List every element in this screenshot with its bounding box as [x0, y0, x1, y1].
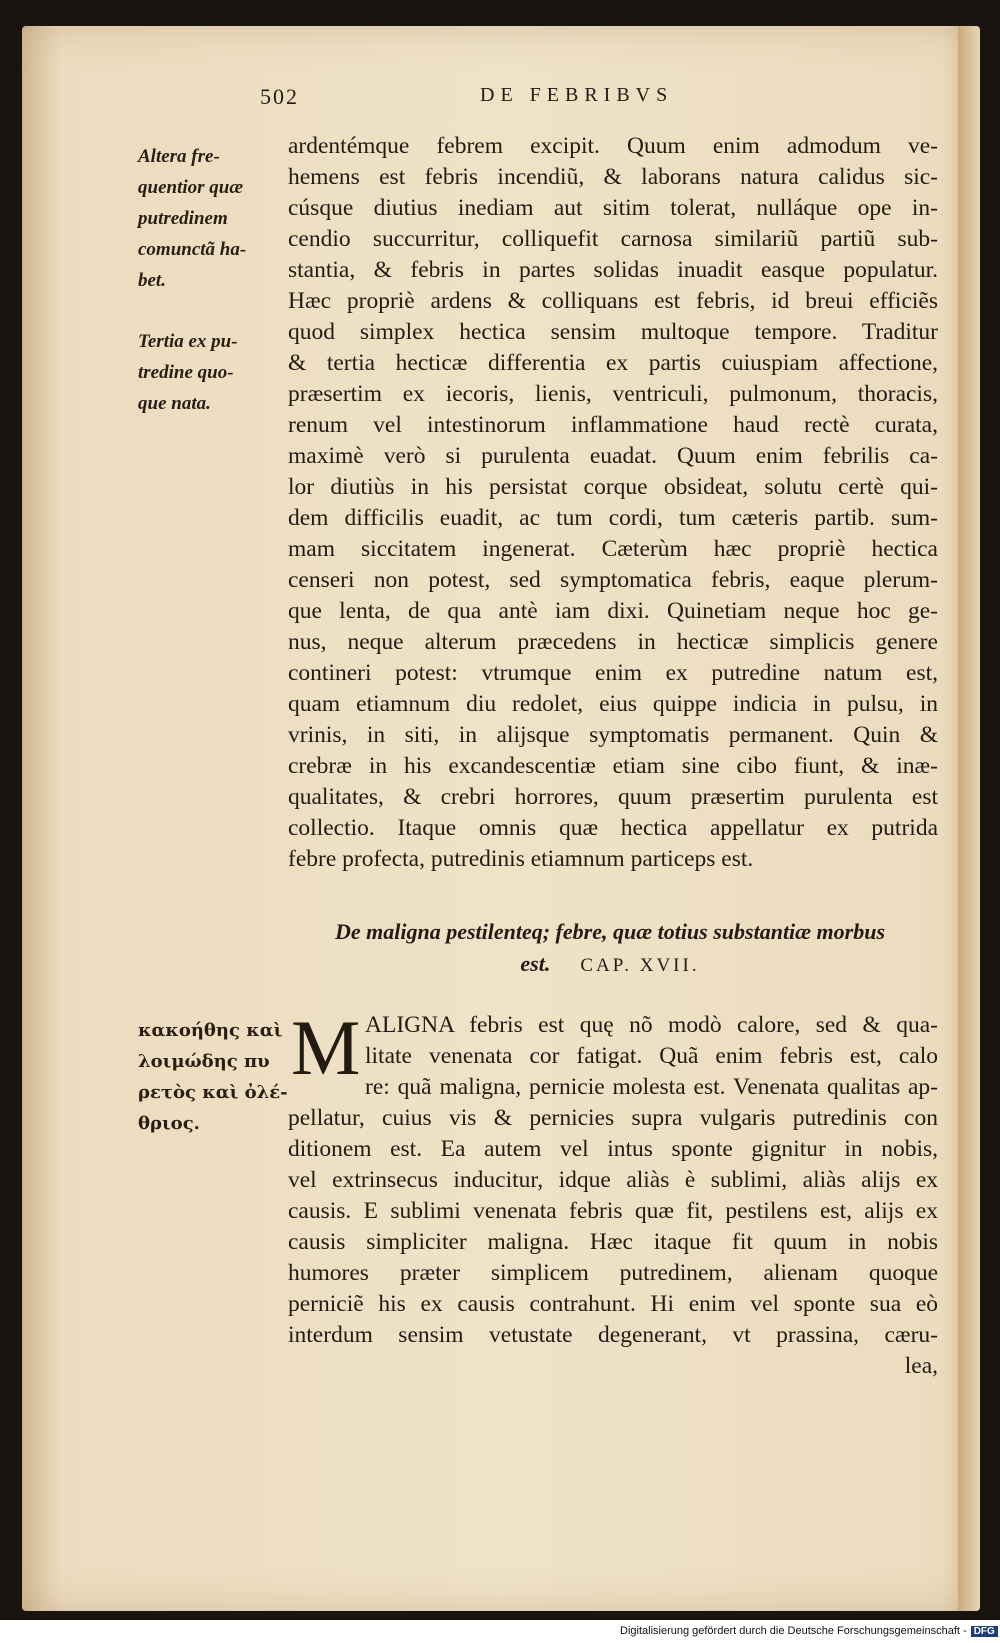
- text-line: cendio succurritur, colliquefit carnosa similariũ partiũ sub-: [288, 226, 938, 252]
- text-line: & tertia hecticæ differentia ex partis cuiuspiam affectione,: [288, 350, 938, 376]
- text-line: causis simpliciter maligna. Hæc itaque fit quum in nobis: [288, 1229, 938, 1255]
- margin-note-line: quentior quæ: [138, 177, 244, 198]
- text-line: perniciẽ his ex causis contrahunt. Hi enim vel sponte sua eò: [288, 1291, 938, 1317]
- text-line: maximè verò si purulenta euadat. Quum enim febrilis ca-: [288, 443, 938, 469]
- margin-note-line: λοιμώδης πυ: [138, 1051, 270, 1072]
- margin-note-line: Tertia ex pu-: [138, 331, 238, 352]
- page-number: 502: [260, 84, 299, 109]
- text-line: humores præter simplicem putredinem, alienam quoque: [288, 1260, 938, 1286]
- chapter-heading: [290, 916, 930, 982]
- margin-note-line: ρετὸς καὶ ὀλέ-: [138, 1082, 288, 1103]
- text-line: præsertim ex iecoris, lienis, ventriculi, pulmonum, thoracis,: [288, 381, 938, 407]
- running-title: DE FEBRIBVS: [480, 84, 674, 106]
- text-line: re: quã maligna, pernicie molesta est. Venenata qualitas ap-: [365, 1074, 938, 1100]
- dfg-logo: DFG: [971, 1626, 998, 1637]
- text-line: que lenta, de qua antè iam dixi. Quinetiam neque hoc ge-: [288, 598, 938, 624]
- text-line: nus, neque alterum præcedens in hecticæ simplicis genere: [288, 629, 938, 655]
- chapter-title-end: est.: [520, 951, 551, 976]
- margin-note-greek: [138, 1015, 288, 1139]
- margin-note-2: [138, 326, 278, 419]
- body-text-chapter: [288, 1103, 938, 1382]
- text-line: causis. E sublimi venenata febris quæ fit, pestilens est, alijs ex: [288, 1198, 938, 1224]
- text-line: mam siccitatem ingenerat. Cæterùm hæc propriè hectica: [288, 536, 938, 562]
- margin-note-line: θριος.: [138, 1113, 200, 1134]
- text-line: quam etiamnum diu redolet, eius quippe indicia in pulsu, in: [288, 691, 938, 717]
- text-line: contineri potest: vtrumque enim ex putredine natum est,: [288, 660, 938, 686]
- margin-note-line: putredinem: [138, 208, 228, 229]
- digitization-credit: [620, 1625, 998, 1637]
- text-line: ditionem est. Ea autem vel intus sponte gignitur in nobis,: [288, 1136, 938, 1162]
- margin-note-1: [138, 141, 278, 296]
- margin-note-line: bet.: [138, 270, 166, 291]
- catchword: lea,: [904, 1353, 938, 1379]
- text-line: vrinis, in siti, in alijsque symptomatis permanent. Quin &: [288, 722, 938, 748]
- text-line: Hæc propriè ardens & colliquans est febris, id breui efficiẽs: [288, 288, 938, 314]
- text-line: ardentémque febrem excipit. Quum enim admodum ve-: [288, 133, 938, 159]
- margin-note-line: Altera fre-: [138, 146, 220, 167]
- text-line: febre profecta, putredinis etiamnum particeps est.: [288, 846, 754, 872]
- body-text-chapter-indented: [365, 1010, 938, 1103]
- margin-note-line: κακοήθης καὶ: [138, 1020, 283, 1041]
- margin-note-line: tredine quo-: [138, 362, 234, 383]
- text-line: quod simplex hectica sensim multoque tempore. Traditur: [288, 319, 938, 345]
- text-line: ALIGNA febris est quę nõ modò calore, sed & qua-: [365, 1012, 938, 1038]
- chapter-number: CAP. XVII.: [580, 955, 700, 976]
- margin-note-line: comunctã ha-: [138, 239, 247, 260]
- text-line: collectio. Itaque omnis quæ hectica appellatur ex putrida: [288, 815, 938, 841]
- text-line: renum vel intestinorum inflammatione haud rectè curata,: [288, 412, 938, 438]
- text-line: hemens est febris incendiũ, & laborans natura calidus sic-: [288, 164, 938, 190]
- text-line: censeri non potest, sed symptomatica febris, eaque plerum-: [288, 567, 938, 593]
- text-line: cúsque diutius inediam aut sitim tolerat, nulláque ope in-: [288, 195, 938, 221]
- text-line: litate venenata cor fatigat. Quã enim febris est, calo: [365, 1043, 938, 1069]
- text-line: vel extrinsecus inducitur, idque aliàs è sublimi, aliàs alijs ex: [288, 1167, 938, 1193]
- text-line: pellatur, cuius vis & pernicies supra vulgaris putredinis con: [288, 1105, 938, 1131]
- body-text-top: [288, 131, 938, 875]
- text-line: interdum sensim vetustate degenerant, vt prassina, cæru-: [288, 1322, 938, 1348]
- text-line: qualitates, & crebri horrores, quum præsertim purulenta est: [288, 784, 938, 810]
- margin-note-line: que nata.: [138, 393, 211, 414]
- credit-text: Digitalisierung gefördert durch die Deutsche Forschungsgemeinschaft -: [620, 1625, 967, 1637]
- chapter-title-line2: [290, 948, 930, 982]
- text-line: dem difficilis euadit, ac tum cordi, tum cæteris partib. sum-: [288, 505, 938, 531]
- text-line: crebræ in his excandescentiæ etiam sine cibo fiunt, & inæ-: [288, 753, 938, 779]
- chapter-title: De maligna pestilenteq; febre, quæ totius substantiæ morbus: [334, 919, 886, 944]
- page-edge: [958, 26, 980, 1611]
- drop-cap: M: [291, 1004, 361, 1091]
- text-line: stantia, & febris in partes solidas inuadit easque populatur.: [288, 257, 938, 283]
- text-line: lor diutiùs in his persistat corque obsideat, solutu certè qui-: [288, 474, 938, 500]
